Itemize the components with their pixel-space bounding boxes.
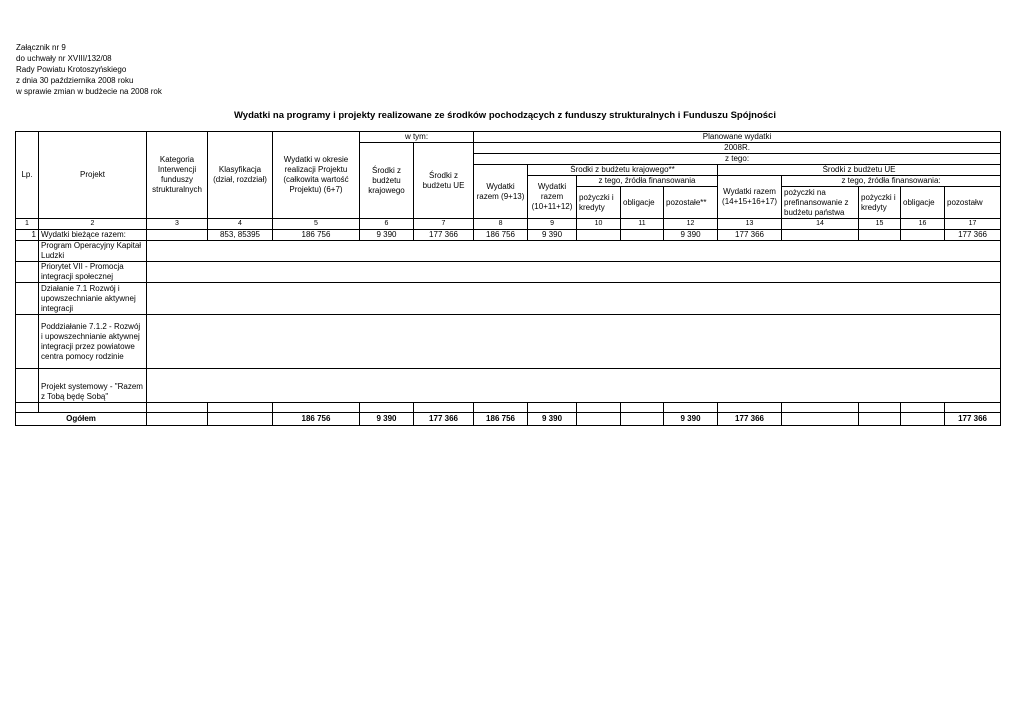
project-line-dzialanie: Działanie 7.1 Rozwój i upowszechnianie aktywnej integracji (39, 283, 147, 315)
header-srodki-krajowe: Środki z budżetu krajowego (360, 143, 414, 219)
column-number: 17 (945, 219, 1001, 230)
spacer-row (16, 403, 1001, 413)
column-number: 10 (577, 219, 621, 230)
cell-c14 (782, 230, 859, 241)
cell-c7: 177 366 (414, 230, 474, 241)
column-number: 11 (621, 219, 664, 230)
header-wydatki-okres: Wydatki w okresie realizacji Projektu (całkowita wartość Projektu) (6+7) (273, 132, 360, 219)
project-line-program: Program Operacyjny Kapitał Ludzki (39, 241, 147, 262)
header-pozyczki-prefinans: pożyczki na prefinansowanie z budżetu państwa (782, 187, 859, 219)
cell-c6: 9 390 (360, 230, 414, 241)
header-line: do uchwały nr XVIII/132/08 (16, 54, 112, 63)
header-line: w sprawie zmian w budżecie na 2008 rok (16, 87, 162, 96)
header-wydatki-razem-14-17: Wydatki razem (14+15+16+17) (718, 176, 782, 219)
column-number: 5 (273, 219, 360, 230)
table-row (16, 230, 1001, 241)
header-obligacje: obligacje (621, 187, 664, 219)
header-line: Rady Powiatu Krotoszyńskiego (16, 65, 127, 74)
cell-klasyfikacja: 853, 85395 (208, 230, 273, 241)
header-pozostale-ue: pozostałw (945, 187, 1001, 219)
header-lp: Lp. (16, 132, 39, 219)
header-w-tym: w tym: (360, 132, 474, 143)
column-number: 1 (16, 219, 39, 230)
empty-cell (16, 241, 39, 262)
total-c8: 186 756 (474, 413, 528, 426)
column-number: 2 (39, 219, 147, 230)
cell-c5: 186 756 (273, 230, 360, 241)
empty-cell (16, 369, 39, 403)
expenditure-table (15, 131, 1001, 426)
header-z-tego: z tego: (474, 154, 1001, 165)
header-zrodla-ue: z tego, źródła finansowania: (782, 176, 1001, 187)
cell-c16 (901, 230, 945, 241)
cell-projekt: Wydatki bieżące razem: (39, 230, 147, 241)
column-number: 16 (901, 219, 945, 230)
empty-cell (16, 262, 39, 283)
empty-area (147, 241, 1001, 262)
column-number: 7 (414, 219, 474, 230)
document-header (16, 42, 162, 97)
header-srodki-budzet-krajowy: Środki z budżetu krajowego** (528, 165, 718, 176)
project-line-priorytet: Priorytet VII - Promocja integracji społecznej (39, 262, 147, 283)
cell-kategoria (147, 230, 208, 241)
empty-cell (16, 315, 39, 369)
empty-cell (782, 413, 859, 426)
document-title: Wydatki na programy i projekty realizowane ze środków pochodzących z funduszy strukturalnych i Funduszu Spójności (234, 110, 776, 121)
cell-c8: 186 756 (474, 230, 528, 241)
header-line: z dnia 30 października 2008 roku (16, 76, 134, 85)
cell-c10 (577, 230, 621, 241)
cell-c13: 177 366 (718, 230, 782, 241)
header-klasyfikacja: Klasyfikacja (dział, rozdział) (208, 132, 273, 219)
project-line-projekt-systemowy: Projekt systemowy - "Razem z Tobą będę Sobą" (39, 369, 147, 403)
column-number: 8 (474, 219, 528, 230)
column-number: 3 (147, 219, 208, 230)
empty-cell (621, 413, 664, 426)
empty-cell (901, 413, 945, 426)
cell-c12: 9 390 (664, 230, 718, 241)
cell-c11 (621, 230, 664, 241)
total-c17: 177 366 (945, 413, 1001, 426)
header-srodki-budzet-ue: Środki z budżetu UE (718, 165, 1001, 176)
header-pozyczki-kredyty-ue: pożyczki i kredyty (859, 187, 901, 219)
column-number: 6 (360, 219, 414, 230)
header-pozostale: pozostałe** (664, 187, 718, 219)
column-number: 14 (782, 219, 859, 230)
cell-c9: 9 390 (528, 230, 577, 241)
total-row (16, 413, 1001, 426)
header-zrodla-krajowe: z tego, źródła finansowania (577, 176, 718, 187)
header-srodki-ue: Środki z budżetu UE (414, 143, 474, 219)
header-rok: 2008R. (474, 143, 1001, 154)
header-pozyczki-kredyty: pożyczki i kredyty (577, 187, 621, 219)
cell-lp: 1 (16, 230, 39, 241)
cell-c15 (859, 230, 901, 241)
total-c12: 9 390 (664, 413, 718, 426)
header-obligacje-ue: obligacje (901, 187, 945, 219)
column-number-row (16, 219, 1001, 230)
empty-area (147, 369, 1001, 403)
column-number: 4 (208, 219, 273, 230)
empty-cell (577, 413, 621, 426)
total-c9: 9 390 (528, 413, 577, 426)
cell-c17: 177 366 (945, 230, 1001, 241)
column-number: 9 (528, 219, 577, 230)
empty-area (147, 283, 1001, 315)
header-line: Załącznik nr 9 (16, 43, 66, 52)
empty-cell (16, 283, 39, 315)
header-planowane: Planowane wydatki (474, 132, 1001, 143)
empty-cell (147, 413, 208, 426)
empty-cell (859, 413, 901, 426)
header-wydatki-razem-10-12: Wydatki razem (10+11+12) (528, 176, 577, 219)
header-kategoria: Kategoria Interwencji funduszy strukturalnych (147, 132, 208, 219)
project-line-poddzialanie: Poddziałanie 7.1.2 - Rozwój i upowszechnianie aktywnej integracji przez powiatowe centra pomocy rodzinie (39, 315, 147, 369)
total-c5: 186 756 (273, 413, 360, 426)
empty-area (147, 262, 1001, 283)
header-wydatki-razem-9-13: Wydatki razem (9+13) (474, 165, 528, 219)
column-number: 12 (664, 219, 718, 230)
header-projekt: Projekt (39, 132, 147, 219)
empty-cell (208, 413, 273, 426)
total-c6: 9 390 (360, 413, 414, 426)
total-c13: 177 366 (718, 413, 782, 426)
column-number: 13 (718, 219, 782, 230)
empty-area (147, 315, 1001, 369)
column-number: 15 (859, 219, 901, 230)
total-label: Ogółem (16, 413, 147, 426)
total-c7: 177 366 (414, 413, 474, 426)
